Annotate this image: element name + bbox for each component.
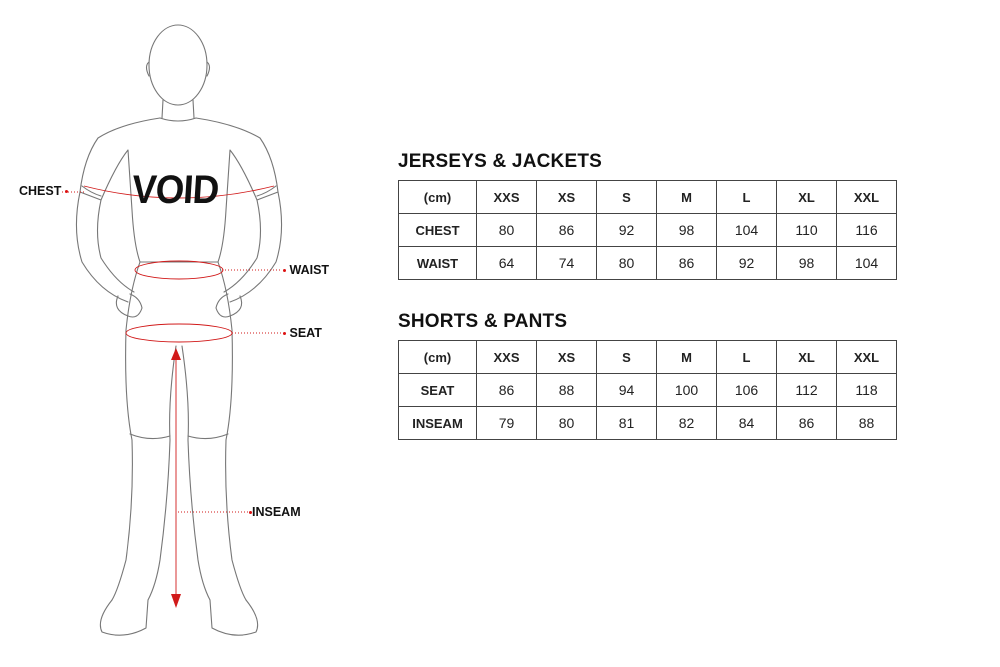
size-header: M (657, 181, 717, 214)
table-cell: 116 (837, 214, 897, 247)
size-header: XXL (837, 341, 897, 374)
row-label: INSEAM (399, 407, 477, 440)
table-cell: 98 (657, 214, 717, 247)
table-cell: 80 (477, 214, 537, 247)
unit-header: (cm) (399, 181, 477, 214)
table-cell: 74 (537, 247, 597, 280)
size-header: XL (777, 341, 837, 374)
size-header: XXS (477, 341, 537, 374)
table-cell: 86 (537, 214, 597, 247)
seat-label: SEAT (283, 326, 322, 340)
size-header: L (717, 341, 777, 374)
table-cell: 94 (597, 374, 657, 407)
shorts-size-table (398, 340, 897, 440)
table-cell: 100 (657, 374, 717, 407)
row-label: CHEST (399, 214, 477, 247)
table-cell: 81 (597, 407, 657, 440)
table-cell: 106 (717, 374, 777, 407)
void-logo: VOID (130, 168, 220, 212)
table-cell: 88 (837, 407, 897, 440)
table-cell: 79 (477, 407, 537, 440)
size-header: XL (777, 181, 837, 214)
table-row (399, 214, 897, 247)
table-cell: 92 (717, 247, 777, 280)
body-outline-illustration (0, 0, 380, 667)
table-cell: 104 (717, 214, 777, 247)
inseam-label: INSEAM (249, 505, 301, 519)
table-cell: 80 (537, 407, 597, 440)
table-cell: 112 (777, 374, 837, 407)
table-header-row (399, 341, 897, 374)
row-label: SEAT (399, 374, 477, 407)
size-header: XS (537, 341, 597, 374)
waist-label: WAIST (283, 263, 329, 277)
jerseys-size-table (398, 180, 897, 280)
shorts-pants-title: SHORTS & PANTS (398, 311, 568, 332)
table-cell: 86 (657, 247, 717, 280)
table-cell: 92 (597, 214, 657, 247)
row-label: WAIST (399, 247, 477, 280)
table-header-row (399, 181, 897, 214)
table-cell: 82 (657, 407, 717, 440)
table-cell: 84 (717, 407, 777, 440)
table-cell: 118 (837, 374, 897, 407)
size-header: M (657, 341, 717, 374)
size-header: XS (537, 181, 597, 214)
table-cell: 80 (597, 247, 657, 280)
table-row (399, 247, 897, 280)
table-cell: 64 (477, 247, 537, 280)
unit-header: (cm) (399, 341, 477, 374)
size-header: XXS (477, 181, 537, 214)
table-cell: 86 (777, 407, 837, 440)
size-header: L (717, 181, 777, 214)
size-header: S (597, 181, 657, 214)
table-cell: 88 (537, 374, 597, 407)
jerseys-jackets-title: JERSEYS & JACKETS (398, 151, 603, 172)
size-header: XXL (837, 181, 897, 214)
table-cell: 110 (777, 214, 837, 247)
table-row (399, 374, 897, 407)
table-cell: 98 (777, 247, 837, 280)
table-cell: 86 (477, 374, 537, 407)
chest-label: CHEST (19, 184, 68, 198)
table-cell: 104 (837, 247, 897, 280)
table-row (399, 407, 897, 440)
body-measurement-figure (0, 0, 380, 667)
size-header: S (597, 341, 657, 374)
